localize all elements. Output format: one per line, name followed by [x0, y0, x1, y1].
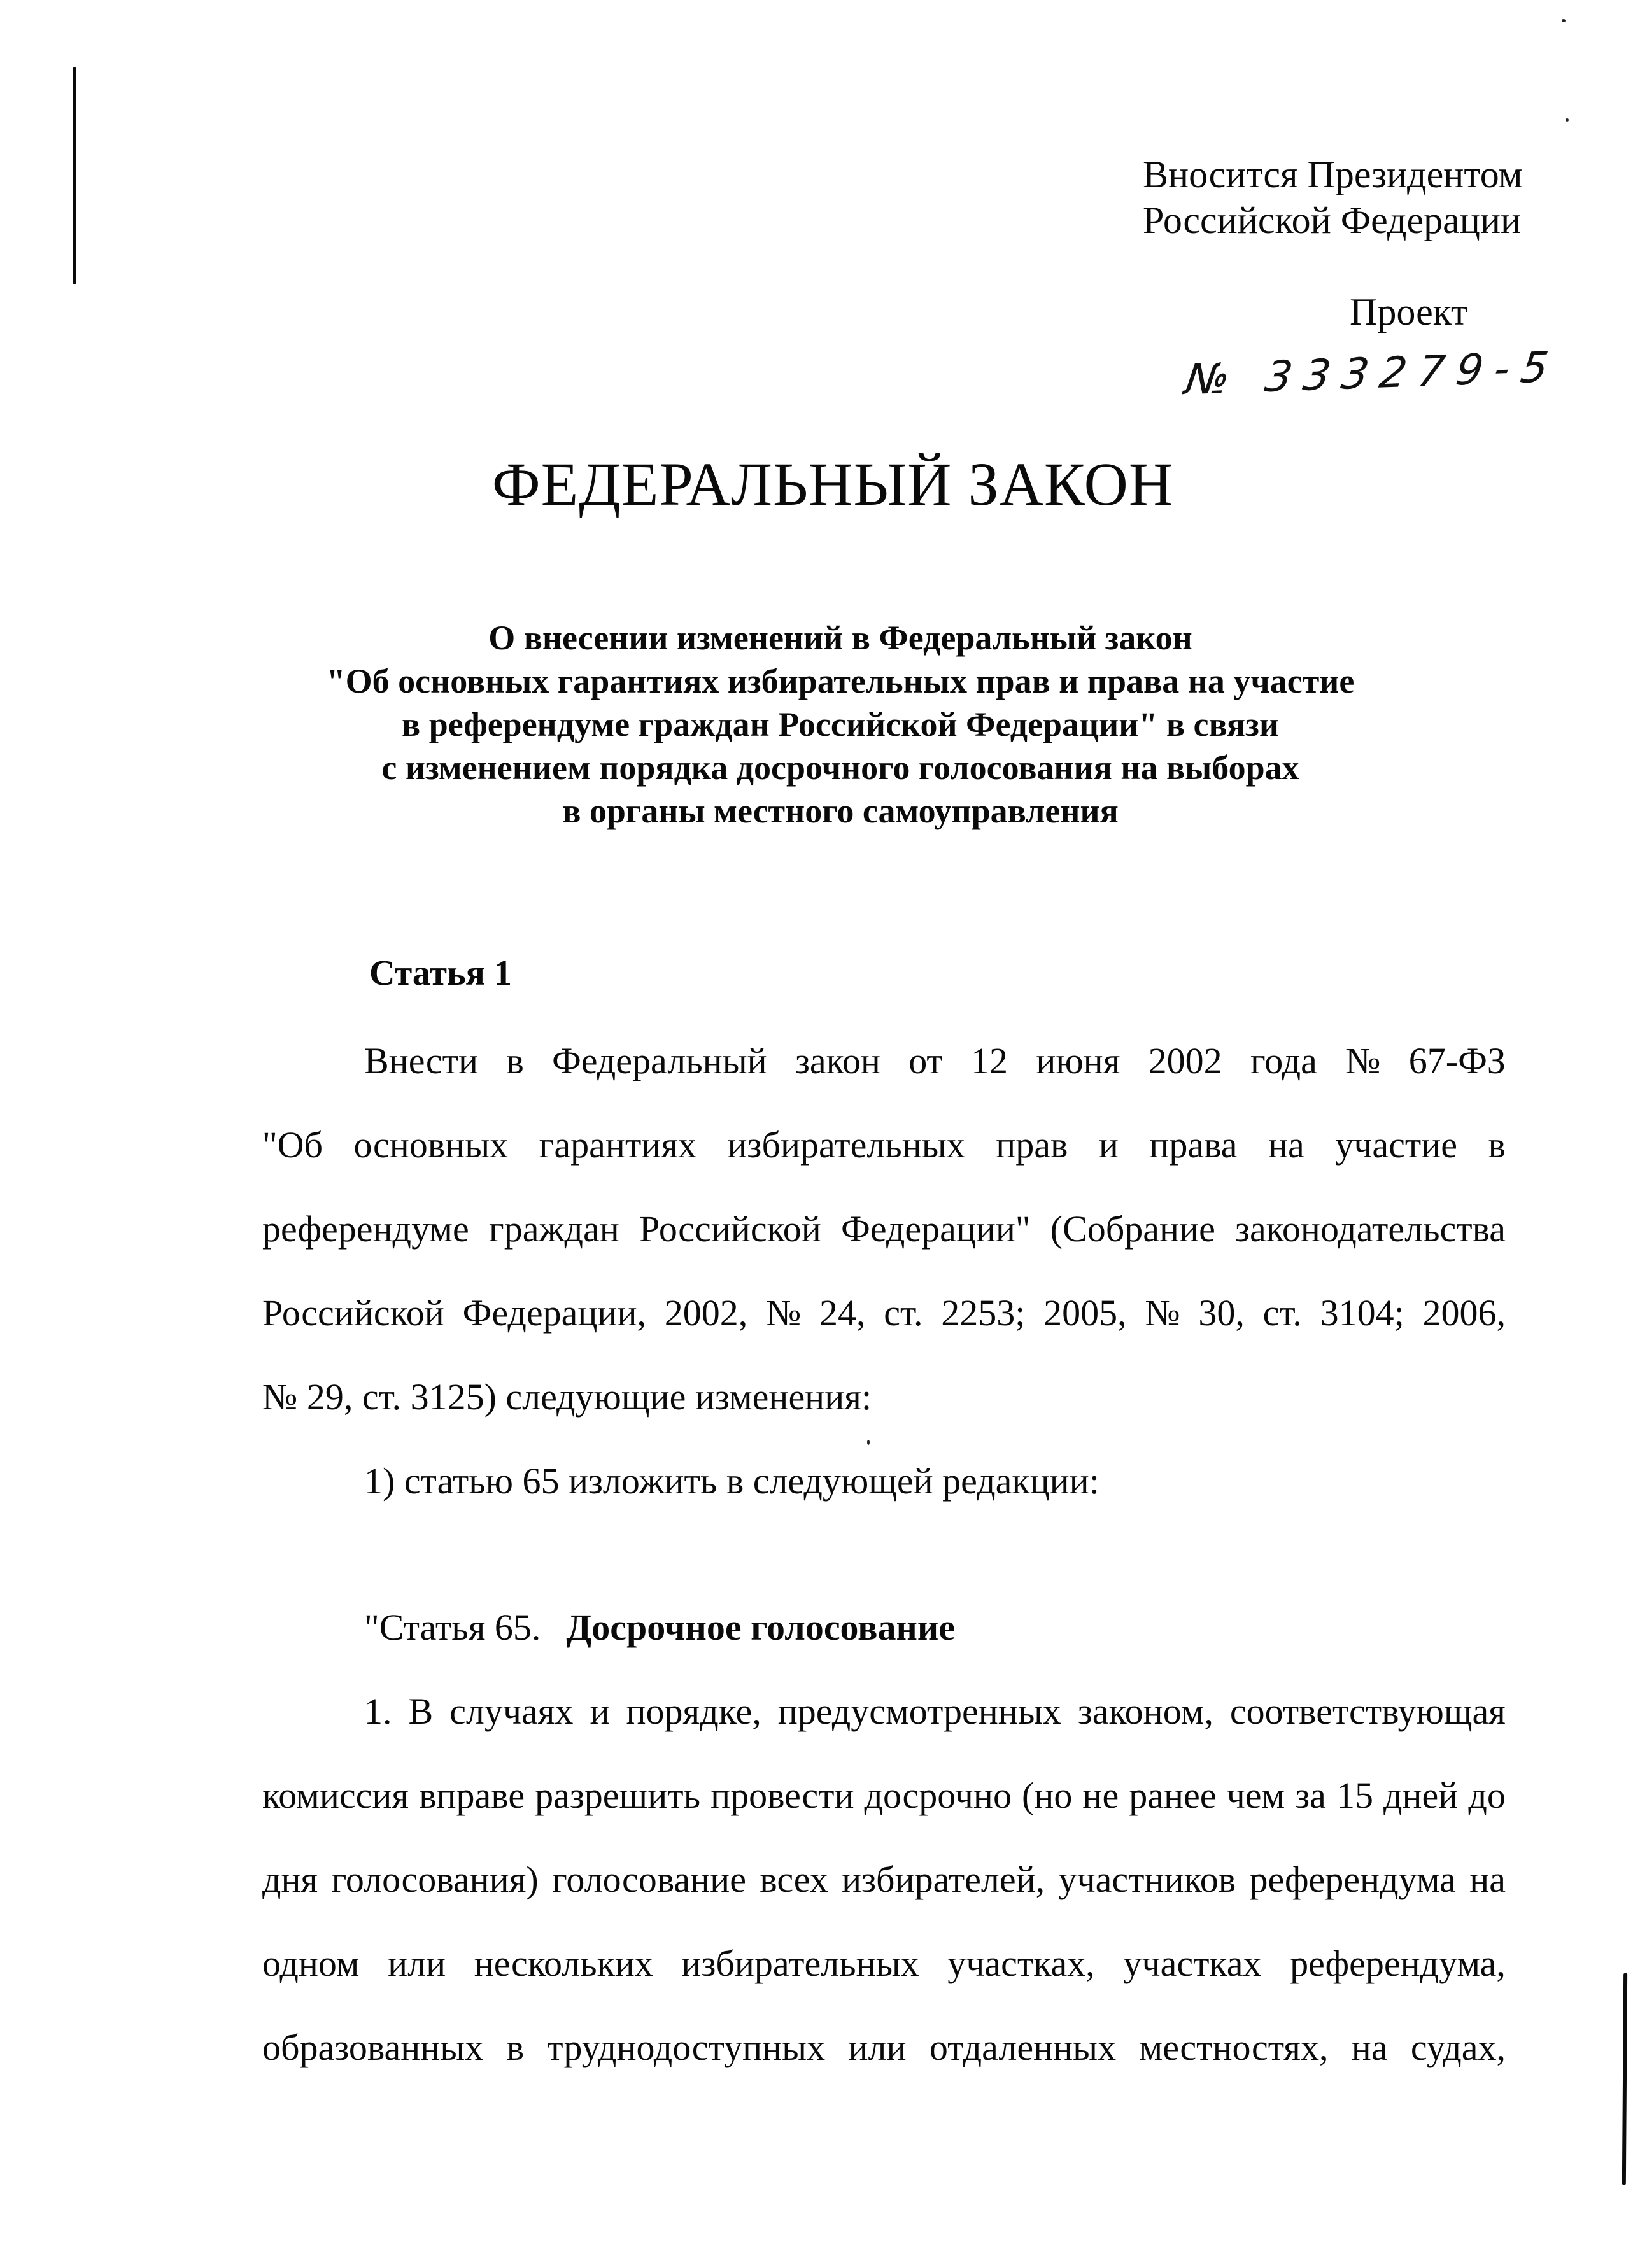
word: 1.: [364, 1691, 392, 1732]
word: №: [765, 1292, 802, 1334]
word: участках: [1123, 1943, 1262, 1984]
paragraph-line: [262, 1123, 1506, 1167]
scan-speck: [1562, 19, 1566, 22]
scan-margin-line-right: [1622, 1973, 1627, 2185]
word: 2002,: [664, 1292, 748, 1334]
word: и: [1098, 1124, 1119, 1166]
word: Российской: [262, 1292, 444, 1334]
word: за: [1295, 1775, 1326, 1816]
word: Федерации": [841, 1208, 1031, 1250]
word: нескольких: [474, 1943, 653, 1984]
word: до: [1468, 1775, 1506, 1816]
paragraph-line: [364, 1689, 1506, 1734]
word: 3104;: [1320, 1292, 1404, 1334]
word: дней: [1383, 1775, 1459, 1816]
word: В: [408, 1691, 434, 1732]
subtitle-line: в органы местного самоуправления: [562, 792, 1119, 830]
paragraph-line: [262, 1941, 1506, 1986]
word: образованных: [262, 2027, 484, 2068]
word: прав: [996, 1124, 1068, 1166]
document-title: ФЕДЕРАЛЬНЫЙ ЗАКОН: [491, 450, 1174, 518]
word: референдума: [1249, 1859, 1456, 1900]
word: дня: [262, 1859, 318, 1900]
paragraph-line: [262, 1773, 1506, 1818]
word: 67-ФЗ: [1408, 1040, 1506, 1081]
word: избирательных: [727, 1124, 965, 1166]
word: или: [388, 1943, 446, 1984]
word: права: [1149, 1124, 1238, 1166]
article-65-number: "Статья 65.: [364, 1607, 541, 1648]
word: соответствующая: [1229, 1691, 1506, 1732]
article-65-name: Досрочное голосование: [566, 1607, 956, 1648]
word: и: [590, 1691, 610, 1732]
paragraph-line: [262, 2025, 1506, 2070]
word: 15: [1336, 1775, 1373, 1816]
word: местностях,: [1139, 2027, 1329, 2068]
word: Российской: [639, 1208, 821, 1250]
submitted-by-block: [1143, 151, 1525, 243]
word: голосования): [331, 1859, 539, 1900]
subtitle-line: О внесении изменений в Федеральный закон: [488, 619, 1192, 657]
scan-speck: [1566, 118, 1569, 122]
draft-label: Проект: [1350, 291, 1468, 333]
word: на: [1469, 1859, 1506, 1900]
word: ст.: [884, 1292, 923, 1334]
word: ранее: [1129, 1775, 1217, 1816]
paragraph-line: [262, 1207, 1506, 1251]
document-subtitle: [267, 616, 1413, 833]
word: на: [1351, 2027, 1388, 2068]
word: провести: [710, 1775, 854, 1816]
submitted-by-line: Вносится Президентом: [1143, 153, 1523, 195]
scan-speck: [867, 1440, 870, 1445]
amendment-item-1: 1) статью 65 изложить в следующей редакции:: [364, 1460, 1099, 1502]
word: порядке,: [626, 1691, 761, 1732]
word: законодательства: [1235, 1208, 1506, 1250]
word: основных: [353, 1124, 509, 1166]
word: или: [848, 2027, 907, 2068]
word: 2253;: [941, 1292, 1026, 1334]
word: (Собрание: [1050, 1208, 1215, 1250]
word: участках,: [947, 1943, 1095, 1984]
word: референдуме: [262, 1208, 469, 1250]
article-65-heading: [364, 1605, 955, 1650]
submitted-by-line: Российской Федерации: [1143, 199, 1522, 241]
word: "Об: [262, 1124, 323, 1166]
word: всех: [760, 1859, 828, 1900]
word: труднодоступных: [547, 2027, 826, 2068]
handwritten-registration-number: № 333279-5: [1182, 342, 1563, 405]
word: Федеральный: [551, 1040, 767, 1081]
word: не: [1082, 1775, 1119, 1816]
subtitle-line: "Об основных гарантиях избирательных прав и права на участие: [326, 662, 1355, 700]
scan-margin-line-left: [73, 67, 76, 284]
word: 30,: [1198, 1292, 1245, 1334]
word: избирателей,: [842, 1859, 1045, 1900]
word: избирательных: [681, 1943, 919, 1984]
word: в: [506, 2027, 524, 2068]
word: Внести: [364, 1040, 479, 1081]
word: в: [1488, 1124, 1506, 1166]
word: одном: [262, 1943, 360, 1984]
word: в: [506, 1040, 524, 1081]
word: 2005,: [1043, 1292, 1127, 1334]
word: досрочно: [864, 1775, 1012, 1816]
word: голосование: [552, 1859, 746, 1900]
word: участие: [1335, 1124, 1458, 1166]
article-1-heading: Статья 1: [369, 954, 512, 993]
word: №: [1345, 1040, 1381, 1081]
word: случаях: [449, 1691, 574, 1732]
word: граждан: [488, 1208, 619, 1250]
word: предусмотренных: [777, 1691, 1061, 1732]
word: законом,: [1077, 1691, 1213, 1732]
word: Федерации,: [462, 1292, 646, 1334]
word: разрешить: [535, 1775, 701, 1816]
word: закон: [795, 1040, 880, 1081]
word: июня: [1036, 1040, 1120, 1081]
word: года: [1250, 1040, 1317, 1081]
word: комиссия: [262, 1775, 409, 1816]
word: отдаленных: [929, 2027, 1117, 2068]
paragraph-line: [262, 1291, 1506, 1335]
subtitle-line: в референдуме граждан Российской Федерации" в связи: [402, 705, 1279, 743]
word: судах,: [1410, 2027, 1506, 2068]
word: референдума,: [1290, 1943, 1506, 1984]
paragraph-line: [262, 1857, 1506, 1902]
word: 24,: [819, 1292, 866, 1334]
paragraph-line: № 29, ст. 3125) следующие изменения:: [262, 1376, 872, 1418]
word: от: [908, 1040, 943, 1081]
paragraph-line: [364, 1039, 1506, 1083]
word: №: [1145, 1292, 1180, 1334]
word: (но: [1022, 1775, 1073, 1816]
word: на: [1268, 1124, 1304, 1166]
word: чем: [1226, 1775, 1285, 1816]
word: ст.: [1262, 1292, 1302, 1334]
word: участников: [1058, 1859, 1236, 1900]
word: 12: [971, 1040, 1008, 1081]
word: 2006,: [1422, 1292, 1506, 1334]
word: гарантиях: [539, 1124, 697, 1166]
word: вправе: [419, 1775, 525, 1816]
word: 2002: [1148, 1040, 1222, 1081]
subtitle-line: с изменением порядка досрочного голосования на выборах: [381, 749, 1299, 787]
